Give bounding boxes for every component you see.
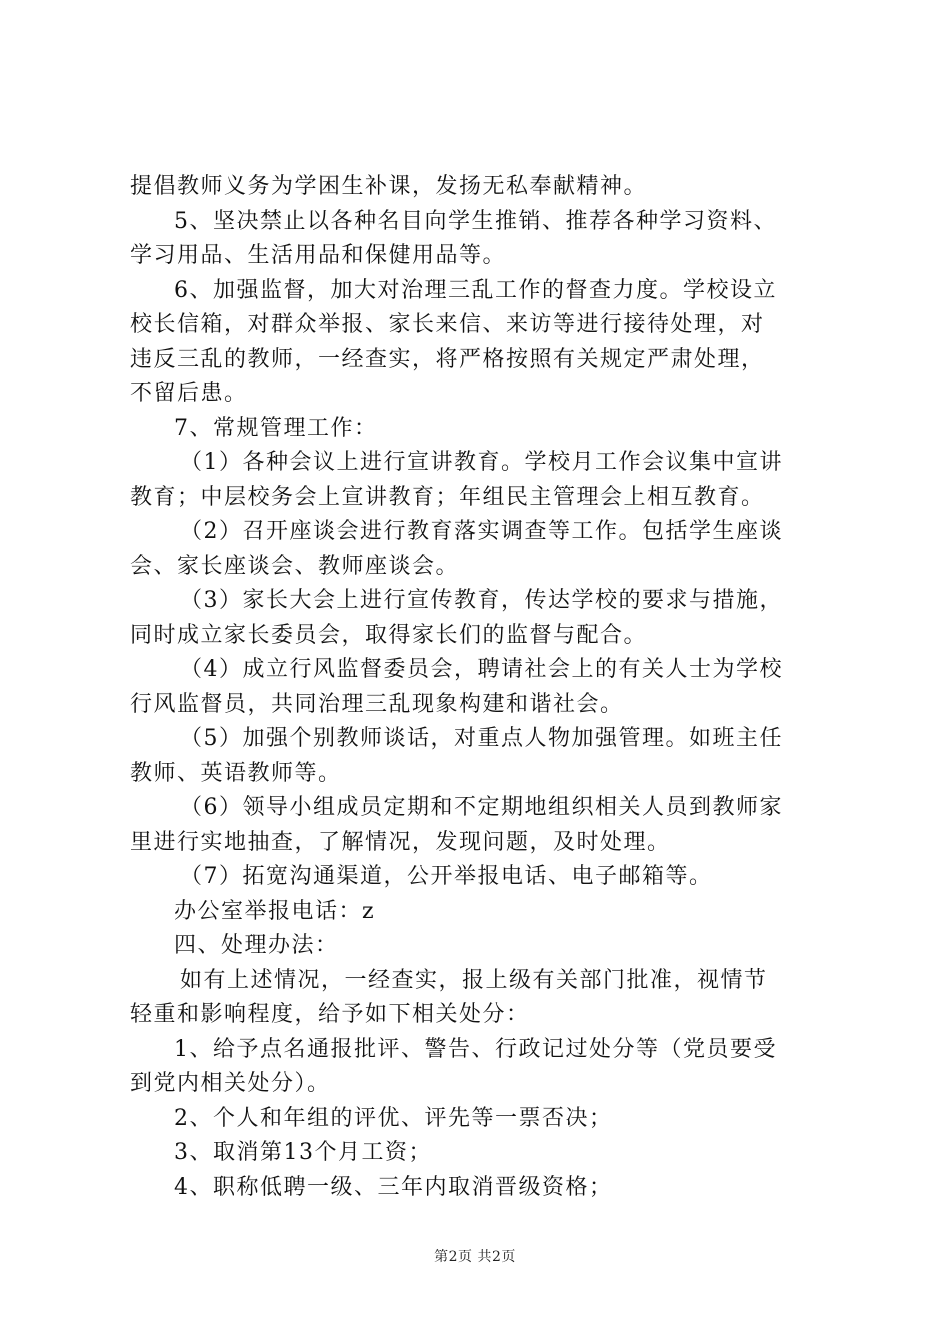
page-number-footer: 第2页 共2页 xyxy=(434,1249,516,1265)
text-line: 校长信箱，对群众举报、家长来信、来访等进行接待处理，对 xyxy=(130,312,765,337)
text-line: 教育；中层校务会上宣讲教育；年组民主管理会上相互教育。 xyxy=(130,484,765,510)
text-line: 会、家长座谈会、教师座谈会。 xyxy=(130,553,460,579)
text-line: 学习用品、生活用品和保健用品等。 xyxy=(130,243,507,268)
text-line: 如有上述情况，一经查实，报上级有关部门批准，视情节 xyxy=(180,967,768,993)
text-line: 4、职称低聘一级、三年内取消晋级资格； xyxy=(174,1174,613,1200)
text-line: 1、给予点名通报批评、警告、行政记过处分等（党员要受 xyxy=(174,1036,777,1062)
text-line: 7、常规管理工作： xyxy=(174,415,378,441)
text-line: （5）加强个别教师谈话，对重点人物加强管理。如班主任 xyxy=(180,726,783,751)
text-line: （1）各种会议上进行宣讲教育。学校月工作会议集中宣讲 xyxy=(180,450,783,475)
section-heading: 四、处理办法： xyxy=(174,933,339,958)
text-line: 教师、英语教师等。 xyxy=(130,760,342,786)
text-line: 3、取消第13个月工资； xyxy=(174,1140,432,1165)
text-line: （3）家长大会上进行宣传教育，传达学校的要求与措施， xyxy=(180,588,783,613)
text-line: 不留后患。 xyxy=(130,381,248,406)
text-line: 5、坚决禁止以各种名目向学生推销、推荐各种学习资料、 xyxy=(174,208,777,234)
text-line: 6、加强监督，加大对治理三乱工作的督查力度。学校设立 xyxy=(174,277,777,303)
text-line: （2）召开座谈会进行教育落实调查等工作。包括学生座谈 xyxy=(180,519,783,544)
text-line: （6）领导小组成员定期和不定期地组织相关人员到教师家 xyxy=(180,795,783,820)
document-body xyxy=(130,170,830,1205)
text-line: （7）拓宽沟通渠道，公开举报电话、电子邮箱等。 xyxy=(180,864,713,889)
text-line: （4）成立行风监督委员会，聘请社会上的有关人士为学校 xyxy=(180,657,783,682)
text-line: 提倡教师义务为学困生补课，发扬无私奉献精神。 xyxy=(130,174,648,199)
text-line: 轻重和影响程度，给予如下相关处分： xyxy=(130,1002,530,1027)
text-line: 行风监督员，共同治理三乱现象构建和谐社会。 xyxy=(130,691,624,717)
text-line: 违反三乱的教师，一经查实，将严格按照有关规定严肃处理， xyxy=(130,346,765,372)
text-line: 办公室举报电话：z xyxy=(174,898,376,924)
text-line: 同时成立家长委员会，取得家长们的监督与配合。 xyxy=(130,622,648,648)
text-line: 里进行实地抽查，了解情况，发现问题，及时处理。 xyxy=(130,829,671,855)
text-line: 2、个人和年组的评优、评先等一票否决； xyxy=(174,1105,613,1131)
text-line: 到党内相关处分）。 xyxy=(130,1071,331,1096)
